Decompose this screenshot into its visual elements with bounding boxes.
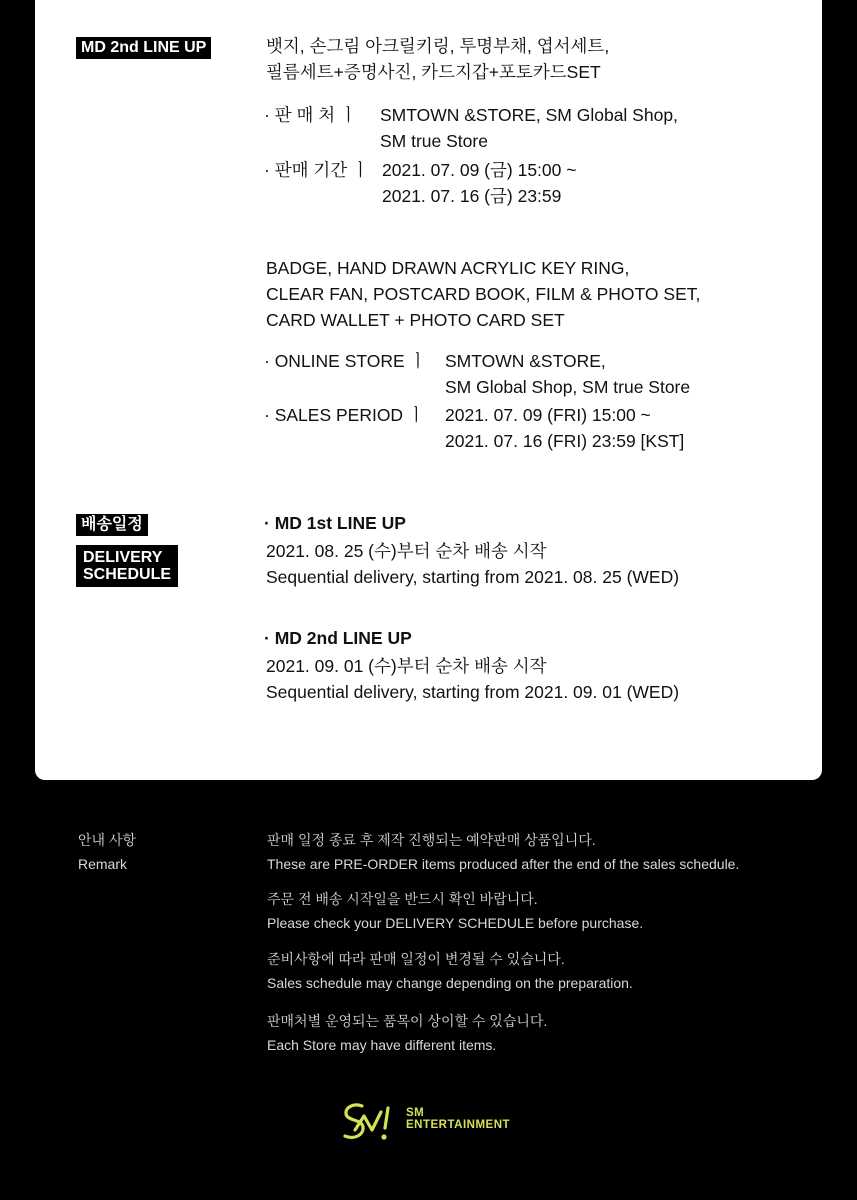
en-store-value: SM Global Shop, SM true Store xyxy=(445,377,691,397)
remark-note-en: Each Store may have different items. xyxy=(267,1037,497,1053)
en-period-value: 2021. 07. 09 (FRI) 15:00 ~ xyxy=(445,405,651,425)
en-period-row xyxy=(264,402,684,454)
en-store-row xyxy=(264,348,690,400)
en-period-value: 2021. 07. 16 (FRI) 23:59 [KST] xyxy=(445,431,685,451)
lineup-2-kr-block xyxy=(266,33,609,85)
kr-store-label: · 판 매 처 ㅣ xyxy=(264,105,357,125)
kr-period-row xyxy=(264,157,576,209)
logo-text xyxy=(406,1107,510,1131)
kr-items-line: 필름세트+증명사진, 카드지갑+포토카드SET xyxy=(266,62,601,82)
logo-text-line1: SM xyxy=(406,1107,425,1119)
remark-note-kr: 주문 전 배송 시작일을 반드시 확인 바랍니다. xyxy=(267,891,538,907)
delivery-first-kr: 2021. 08. 25 (수)부터 순차 배송 시작 xyxy=(266,541,547,561)
kr-store-value: SMTOWN &STORE, SM Global Shop, xyxy=(380,105,678,125)
delivery-first-heading: · MD 1st LINE UP xyxy=(264,513,406,533)
delivery-tag-kr: 배송일정 xyxy=(76,514,148,536)
kr-period-value: 2021. 07. 09 (금) 15:00 ~ xyxy=(382,160,577,180)
lineup-2-en-block xyxy=(266,255,700,333)
en-period-label: · SALES PERIOD ㅣ xyxy=(264,405,425,425)
remark-note-en: Please check your DELIVERY SCHEDULE before purchase. xyxy=(267,915,644,931)
delivery-tag-en-line: SCHEDULE xyxy=(83,566,172,583)
remark-note-en: Sales schedule may change depending on the preparation. xyxy=(267,975,633,991)
kr-items-line: 뱃지, 손그림 아크릴키링, 투명부채, 엽서세트, xyxy=(266,36,610,56)
info-card xyxy=(35,0,822,780)
remark-label-en: Remark xyxy=(78,856,128,872)
delivery-first-en: Sequential delivery, starting from 2021. 08. 25 (WED) xyxy=(266,567,680,587)
en-store-value: SMTOWN &STORE, xyxy=(445,351,606,371)
remark-label-kr: 안내 사항 xyxy=(78,832,136,848)
remark-note-kr: 준비사항에 따라 판매 일정이 변경될 수 있습니다. xyxy=(267,951,565,967)
remark-note-en: These are PRE-ORDER items produced after the end of the sales schedule. xyxy=(267,856,740,872)
delivery-second-en: Sequential delivery, starting from 2021. 09. 01 (WED) xyxy=(266,682,680,702)
delivery-first xyxy=(264,512,679,590)
en-store-label: · ONLINE STORE ㅣ xyxy=(264,351,427,371)
remark-note-kr: 판매처별 운영되는 품목이 상이할 수 있습니다. xyxy=(267,1013,548,1029)
remark-note-2 xyxy=(267,887,643,935)
sm-logo-icon xyxy=(340,1100,398,1151)
delivery-tag-en xyxy=(76,545,178,587)
en-items-line: CARD WALLET + PHOTO CARD SET xyxy=(266,310,565,330)
lineup-2-tag: MD 2nd LINE UP xyxy=(76,37,211,59)
delivery-second xyxy=(264,627,679,705)
kr-period-value: 2021. 07. 16 (금) 23:59 xyxy=(382,186,562,206)
kr-store-row xyxy=(264,102,678,154)
remark-note-1 xyxy=(267,828,739,876)
en-items-line: BADGE, HAND DRAWN ACRYLIC KEY RING, xyxy=(266,258,630,278)
remark-note-kr: 판매 일정 종료 후 제작 진행되는 예약판매 상품입니다. xyxy=(267,832,596,848)
remark-note-4 xyxy=(267,1009,547,1057)
kr-period-label: · 판매 기간 ㅣ xyxy=(264,160,369,180)
remark-note-3 xyxy=(267,947,633,995)
kr-store-value: SM true Store xyxy=(380,131,488,151)
en-items-line: CLEAR FAN, POSTCARD BOOK, FILM & PHOTO SET, xyxy=(266,284,701,304)
remark-label xyxy=(78,828,136,876)
delivery-second-kr: 2021. 09. 01 (수)부터 순차 배송 시작 xyxy=(266,656,547,676)
logo-text-line2: ENTERTAINMENT xyxy=(406,1119,511,1131)
delivery-tag-en-line: DELIVERY xyxy=(83,549,163,566)
delivery-second-heading: · MD 2nd LINE UP xyxy=(264,628,412,648)
